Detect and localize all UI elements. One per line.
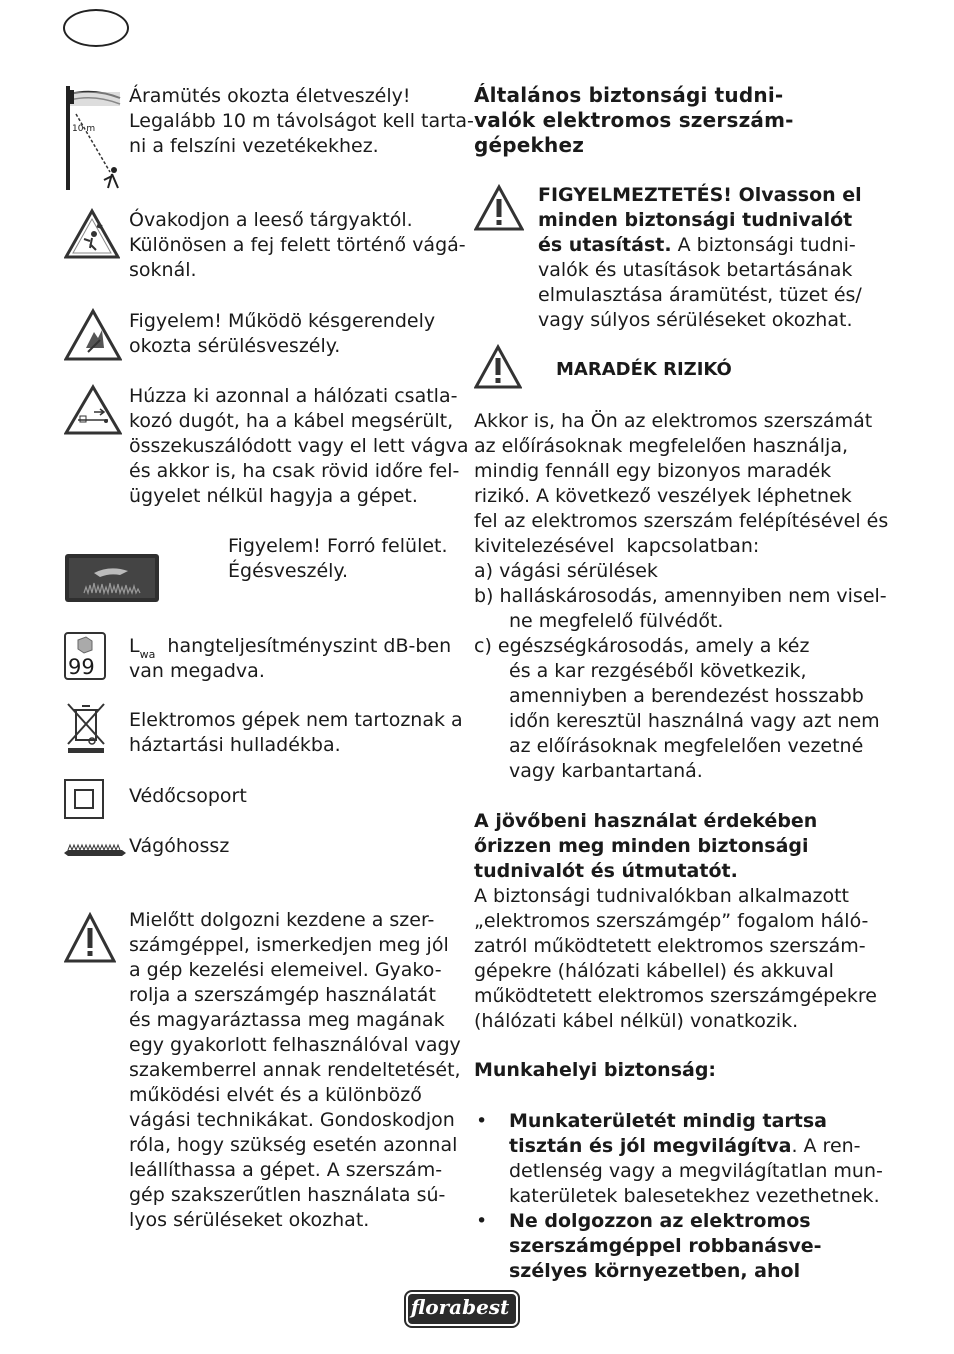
residual-text-line: kivitelezésével kapcsolatban: [474,535,760,557]
protection-class-label: Védőcsoport [129,785,247,807]
warning-line: vágási technikákat. Gondoskodjon [129,1109,455,1131]
bullet-1-bold-line: Munkaterületét mindig tartsa [509,1110,827,1132]
bullet-2-bold-line: Ne dolgozzon az elektromos [509,1210,811,1232]
power-line-danger-icon [64,84,122,192]
hot-line-1: Figyelem! Forró felület. [228,535,448,557]
powerline-line-2: Legalább 10 m távolságot kell tarta- [129,110,474,132]
warning-bold-line-1: FIGYELMEZTETÉS! Olvasson el [538,184,862,206]
residual-text-line: Akkor is, ha Ön az elektromos szerszámát [474,410,873,432]
residual-text-line: mindig fennáll egy bizonyos maradék [474,460,832,482]
noise-rest: hangteljesítményszint dB-ben [155,635,452,657]
risk-item-c-cont: az előírásoknak megfelelően vezetné [509,735,864,757]
risk-item-c-cont: amenniyben a berendezést hosszabb [509,685,864,707]
warning-line: rolja a szerszámgép használatát [129,984,436,1006]
language-badge [63,9,129,47]
warning-line: gép szakszerűtlen használata sú- [129,1184,446,1206]
bullet-1-line: detlenség vagy a megvilágítatlan mun- [509,1160,883,1182]
section-heading-line: Általános biztonsági tudni- [474,83,784,107]
residual-text-line: az előírásoknak megfelelően használja, [474,435,848,457]
powerline-distance-label: 10 m [72,124,96,134]
warning-bold-line-2: minden biztonsági tudnivalót [538,209,853,231]
warning-triangle-icon [474,184,524,232]
noise-subscript: wa [139,648,156,661]
unplug-line-5: ügyelet nélkül hagyja a gépet. [129,485,418,507]
future-use-bold-line: tudnivalót és útmutatót. [474,860,738,882]
hot-surface-icon [64,553,160,603]
falling-line-1: Óvakodjon a leeső tárgyaktól. [129,209,413,231]
bullet-1-bold-line: tisztán és jól megvilágítva [509,1135,792,1157]
section-heading-line: gépekhez [474,133,585,157]
risk-item-c-cont: időn keresztül használná vagy azt nem [509,710,880,732]
unplug-line-2: kozó dugót, ha a kábel megsérült, [129,410,454,432]
warning-line: vagy súlyos sérüléseket okozhat. [538,309,853,331]
future-use-line: A biztonsági tudnivalókban alkalmazott [474,885,849,907]
residual-text-line: rizikó. A következő veszélyek léphetnek [474,485,852,507]
residual-risk-title: MARADÉK RIZIKÓ [556,359,732,380]
risk-item-a: a) vágási sérülések [474,560,658,582]
warning-line: Mielőtt dolgozni kezdene a szer- [129,909,435,931]
bullet-2: • [476,1210,488,1232]
noise-l: L [129,635,140,657]
falling-line-3: soknál. [129,259,197,281]
unplug-warning-icon [64,384,122,436]
cutting-length-icon [64,842,126,860]
warning-line: leállíthassa a gépet. A szerszám- [129,1159,443,1181]
future-use-line: zatról működtetett elektromos szerszám- [474,935,866,957]
future-use-line: gépekre (hálózati kábellel) és akkuval [474,960,834,982]
protection-class-icon [64,779,104,819]
bullet-2-bold-line: szerszámgéppel robbanásve- [509,1235,822,1257]
blade-hand-warning-icon [64,308,122,362]
falling-objects-warning-icon [64,208,120,260]
cutting-length-label: Vágóhossz [129,835,230,857]
workplace-safety-title: Munkahelyi biztonság: [474,1059,717,1081]
warning-bold-line-3: és utasítást. [538,234,672,256]
warning-triangle-icon [64,912,116,964]
unplug-line-1: Húzza ki azonnal a hálózati csatla- [129,385,458,407]
bullet-1: • [476,1110,488,1132]
unplug-line-3: összekuszálódott vagy el lett vágva [129,435,469,457]
warning-line: egy gyakorlott felhasználóval vagy [129,1034,461,1056]
warning-line-3 [538,233,856,258]
noise-line-2: van megadva. [129,660,265,682]
bullet-1-line: katerületek balesetekhez vezethetnek. [509,1185,880,1207]
warning-triangle-icon [474,344,522,390]
warning-line: működési elvét és a különböző [129,1084,422,1106]
bullet-2-bold-line: szélyes környezetben, ahol [509,1260,801,1282]
bullet-1-rest: . A ren- [791,1135,861,1157]
hot-line-2: Égésveszély. [228,560,349,582]
risk-item-b: b) halláskárosodás, amennyiben nem visel- [474,585,887,607]
risk-item-c-cont: és a kar rezgéséből következik, [509,660,807,682]
sound-power-level-value: 99 [68,655,95,679]
risk-item-b-cont: ne megfelelő fülvédőt. [509,610,724,632]
unplug-line-4: és akkor is, ha csak rövid időre fel- [129,460,460,482]
future-use-line: „elektromos szerszámgép” fogalom háló- [474,910,869,932]
risk-item-c-cont: vagy karbantartaná. [509,760,703,782]
crossed-bin-icon [64,700,108,754]
residual-text-line: fel az elektromos szerszám felépítésével és [474,510,889,532]
future-use-bold-line: őrizzen meg minden biztonsági [474,835,809,857]
blade-line-2: okozta sérülésveszély. [129,335,341,357]
warning-line: számgéppel, ismerkedjen meg jól [129,934,449,956]
blade-line-1: Figyelem! Működö késgerendely [129,310,436,332]
risk-item-c: c) egészségkárosodás, amely a kéz [474,635,810,657]
warning-line: róla, hogy szükség esetén azonnal [129,1134,458,1156]
warning-line: elmulasztása áramütést, tüzet és/ [538,284,862,306]
warning-line: és magyaráztassa meg magának [129,1009,445,1031]
warning-line: szakemberrel annak rendeltetését, [129,1059,461,1081]
disposal-line-2: háztartási hulladékba. [129,734,341,756]
noise-line-1 [129,634,451,661]
warning-rest-line-3: A biztonsági tudni- [671,234,856,256]
warning-line: a gép kezelési elemeivel. Gyako- [129,959,442,981]
warning-line: valók és utasítások betartásának [538,259,853,281]
future-use-bold-line: A jövőbeni használat érdekében [474,810,818,832]
falling-line-2: Különösen a fej felett történő vágá- [129,234,466,256]
future-use-line: (hálózati kábel nélkül) vonatkozik. [474,1010,799,1032]
powerline-line-1: Áramütés okozta életveszély! [129,85,411,107]
powerline-line-3: ni a felszíni vezetékekhez. [129,135,379,157]
florabest-logo [406,1288,514,1326]
disposal-line-1: Elektromos gépek nem tartoznak a [129,709,463,731]
bullet-1-line-2 [509,1134,861,1159]
logo-text: florabest [410,1295,510,1319]
warning-line: lyos sérüléseket okozhat. [129,1209,370,1231]
section-heading-line: valók elektromos szerszám- [474,108,794,132]
future-use-line: működtetett elektromos szerszámgépekre [474,985,877,1007]
